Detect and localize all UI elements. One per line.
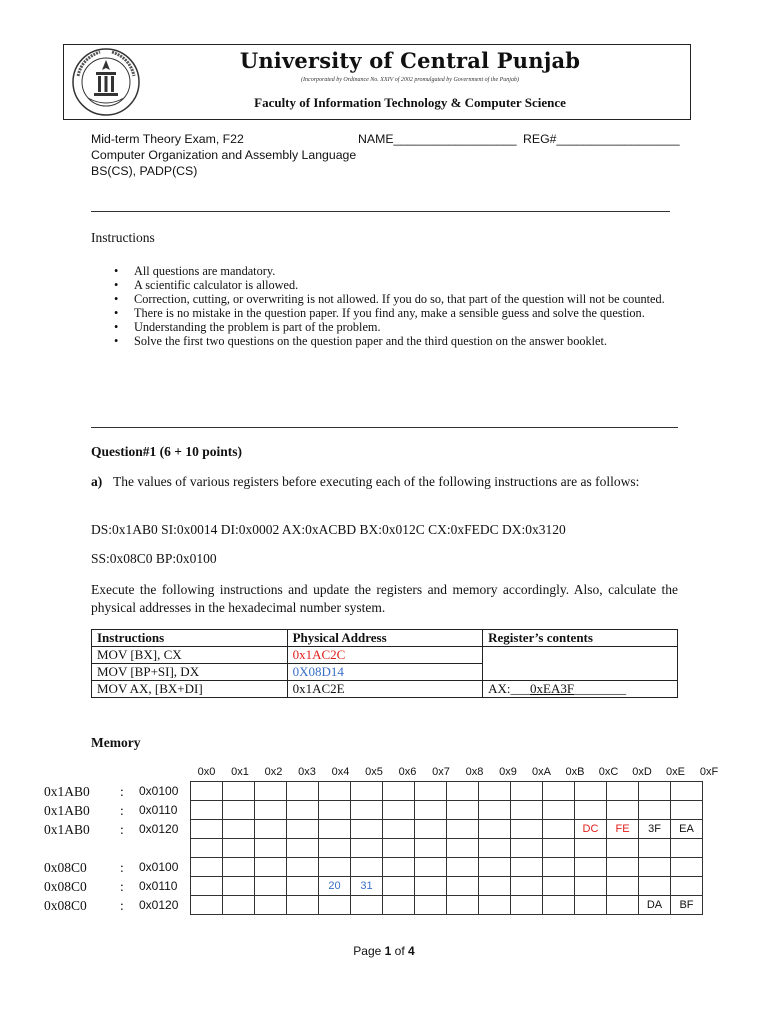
memory-cell: EA (671, 820, 703, 839)
memory-cell (191, 858, 223, 877)
memory-cell (255, 839, 287, 858)
memory-cell (575, 896, 607, 915)
memory-cell (511, 896, 543, 915)
memory-column-label: 0x7 (432, 766, 450, 778)
memory-cell (575, 801, 607, 820)
memory-cell (255, 896, 287, 915)
memory-cell (479, 858, 511, 877)
memory-cell: FE (607, 820, 639, 839)
address-cell: 0X08D14 (287, 664, 483, 681)
memory-cell: 31 (351, 877, 383, 896)
memory-cell (223, 801, 255, 820)
memory-cell (479, 801, 511, 820)
name-field: NAME__________________ (358, 132, 517, 146)
memory-cell: 20 (319, 877, 351, 896)
memory-offset-label: 0x0100 (139, 784, 179, 798)
memory-cell (351, 820, 383, 839)
memory-cell (383, 782, 415, 801)
memory-cell (543, 877, 575, 896)
memory-cell (287, 877, 319, 896)
memory-cell (383, 877, 415, 896)
memory-cell (415, 877, 447, 896)
memory-column-label: 0xC (598, 766, 619, 778)
memory-cell (223, 896, 255, 915)
memory-column-label: 0x6 (398, 766, 417, 778)
memory-cell (543, 801, 575, 820)
memory-offset-label: 0x0120 (139, 898, 179, 912)
memory-column-label: 0x9 (499, 766, 517, 778)
instruction-item: • A scientific calculator is allowed. (114, 278, 674, 292)
instructions-heading: Instructions (91, 230, 155, 245)
memory-cell (351, 858, 383, 877)
memory-cell (511, 858, 543, 877)
memory-segment-label: 0x08C0 (44, 898, 87, 913)
memory-row (191, 877, 703, 896)
memory-cell (191, 896, 223, 915)
memory-offset-label: 0x0110 (139, 879, 178, 893)
instruction-table (91, 629, 678, 698)
memory-cell: BF (671, 896, 703, 915)
memory-offset-label: 0x0110 (139, 803, 178, 817)
memory-column-label: 0xB (565, 766, 585, 778)
memory-segment-label: 0x08C0 (44, 879, 87, 894)
memory-cell (575, 782, 607, 801)
memory-segment-label: 0x08C0 (44, 860, 87, 875)
memory-colon: : (120, 803, 124, 818)
memory-column-label: 0x3 (298, 766, 316, 778)
memory-cell (255, 877, 287, 896)
page-total: 4 (408, 944, 415, 958)
memory-segment-label: 0x1AB0 (44, 784, 90, 799)
memory-column-label: 0x2 (264, 766, 283, 778)
column-header: Instructions (92, 630, 288, 647)
memory-cell (447, 858, 479, 877)
memory-cell (671, 801, 703, 820)
memory-cell (415, 839, 447, 858)
memory-column-label: 0xE (666, 766, 685, 778)
memory-cell (287, 896, 319, 915)
instructions-list (114, 264, 674, 348)
memory-cell (543, 782, 575, 801)
memory-row (191, 839, 703, 858)
registers-line-2: SS:0x08C0 BP:0x0100 (91, 551, 217, 566)
memory-cell (191, 877, 223, 896)
memory-cell (479, 820, 511, 839)
memory-cell (191, 782, 223, 801)
memory-colon: : (120, 879, 124, 894)
memory-colon: : (120, 822, 124, 837)
instruction-item: • Solve the first two questions on the question paper and the third question on the answer booklet. (114, 334, 674, 348)
column-header: Register’s contents (483, 630, 678, 647)
memory-column-label: 0xD (632, 766, 652, 778)
memory-cell (479, 877, 511, 896)
memory-cell (511, 782, 543, 801)
memory-cell (287, 858, 319, 877)
table-row (92, 647, 678, 664)
memory-cell (415, 820, 447, 839)
memory-cell (383, 820, 415, 839)
memory-heading: Memory (91, 735, 141, 750)
register-cell (483, 681, 678, 698)
memory-cell (543, 858, 575, 877)
memory-cell (223, 782, 255, 801)
memory-offset-label: 0x0100 (139, 860, 179, 874)
memory-column-label: 0xA (532, 766, 551, 778)
memory-cell (671, 858, 703, 877)
memory-cell (287, 839, 319, 858)
memory-row (191, 782, 703, 801)
memory-cell (575, 839, 607, 858)
instruction-cell: MOV AX, [BX+DI] (92, 681, 288, 698)
page-footer (0, 944, 768, 958)
memory-cell (383, 801, 415, 820)
memory-cell (191, 839, 223, 858)
memory-cell (447, 801, 479, 820)
memory-cell (671, 839, 703, 858)
memory-column-label: 0xF (699, 766, 719, 778)
memory-cell (351, 839, 383, 858)
memory-cell (607, 782, 639, 801)
reg-field: REG#__________________ (523, 132, 680, 146)
memory-column-label: 0x0 (197, 766, 216, 778)
memory-cell (415, 801, 447, 820)
memory-cell (639, 801, 671, 820)
memory-column-label: 0x5 (365, 766, 383, 778)
execute-instructions: Execute the following instructions and update the registers and memory accordingly. Also, calculate the physical addresses in the hexadecimal number system. (91, 582, 678, 615)
page-number: 1 (384, 944, 392, 958)
memory-cell (255, 858, 287, 877)
memory-cell (415, 782, 447, 801)
address-cell: 0x1AC2E (287, 681, 483, 698)
memory-column-headers (0, 766, 768, 780)
memory-colon: : (120, 860, 124, 875)
part-label: a) (91, 474, 103, 489)
memory-cell (511, 801, 543, 820)
memory-cell (319, 858, 351, 877)
memory-cell (639, 839, 671, 858)
memory-cell (543, 839, 575, 858)
memory-row (191, 801, 703, 820)
register-cell (483, 647, 678, 681)
memory-cell (511, 839, 543, 858)
register-value: 0xEA3F (530, 681, 575, 696)
memory-cell (671, 877, 703, 896)
memory-cell (575, 877, 607, 896)
memory-colon: : (120, 784, 124, 799)
footer-prefix: Page (353, 944, 385, 958)
table-header-row (92, 630, 678, 647)
memory-cell (319, 820, 351, 839)
instruction-cell: MOV [BX], CX (92, 647, 288, 664)
memory-column-label: 0x1 (231, 766, 249, 778)
register-suffix: ________ (574, 681, 627, 696)
instruction-item: • There is no mistake in the question paper. If you find any, make a sensible guess and solve the question. (114, 306, 674, 320)
memory-cell (383, 858, 415, 877)
memory-cell (255, 782, 287, 801)
memory-cell (287, 801, 319, 820)
memory-cell (351, 801, 383, 820)
memory-cell (287, 820, 319, 839)
memory-segment-label: 0x1AB0 (44, 803, 90, 818)
memory-cell: 3F (639, 820, 671, 839)
memory-cell (479, 782, 511, 801)
memory-column-label: 0x8 (465, 766, 484, 778)
memory-cell (223, 820, 255, 839)
program-name: BS(CS), PADP(CS) (91, 164, 198, 178)
instruction-item: • All questions are mandatory. (114, 264, 674, 278)
memory-cell (479, 896, 511, 915)
memory-colon: : (120, 898, 124, 913)
memory-cell (543, 896, 575, 915)
memory-cell (639, 877, 671, 896)
registers-line-1: DS:0x1AB0 SI:0x0014 DI:0x0002 AX:0xACBD BX:0x012C CX:0xFEDC DX:0x3120 (91, 522, 566, 537)
memory-cell (415, 896, 447, 915)
memory-row (191, 896, 703, 915)
footer-of: of (391, 944, 409, 958)
memory-cell (511, 820, 543, 839)
course-name: Computer Organization and Assembly Language (91, 148, 357, 162)
memory-cell (255, 801, 287, 820)
memory-row (191, 858, 703, 877)
memory-cell (383, 896, 415, 915)
memory-cell (479, 839, 511, 858)
memory-cell (607, 877, 639, 896)
memory-cell (319, 782, 351, 801)
memory-cell (319, 801, 351, 820)
memory-cell (447, 839, 479, 858)
memory-column-label: 0x4 (331, 766, 350, 778)
university-name: University of Central Punjab (239, 48, 581, 73)
memory-cell (287, 782, 319, 801)
memory-cell (319, 839, 351, 858)
university-logo (66, 46, 146, 118)
instruction-cell: MOV [BP+SI], DX (92, 664, 288, 681)
memory-cell (351, 896, 383, 915)
memory-cell (511, 877, 543, 896)
memory-cell (223, 877, 255, 896)
memory-grid (190, 781, 703, 915)
memory-cell (191, 801, 223, 820)
table-row (92, 681, 678, 698)
memory-segment-label: 0x1AB0 (44, 822, 90, 837)
memory-cell: DA (639, 896, 671, 915)
faculty-name: Faculty of Information Technology & Computer Science (254, 95, 566, 110)
address-cell: 0x1AC2C (287, 647, 483, 664)
memory-cell (255, 820, 287, 839)
memory-cell (639, 782, 671, 801)
memory-row (191, 820, 703, 839)
memory-cell (383, 839, 415, 858)
memory-cell (671, 782, 703, 801)
memory-cell (607, 801, 639, 820)
memory-cell (447, 896, 479, 915)
memory-cell (607, 839, 639, 858)
memory-cell (415, 858, 447, 877)
column-header: Physical Address (287, 630, 483, 647)
memory-cell (319, 896, 351, 915)
memory-cell (191, 820, 223, 839)
exam-title: Mid-term Theory Exam, F22 (91, 132, 244, 146)
memory-cell (447, 877, 479, 896)
memory-offset-label: 0x0120 (139, 822, 179, 836)
memory-cell (351, 782, 383, 801)
memory-cell (223, 839, 255, 858)
memory-cell (607, 858, 639, 877)
divider (91, 211, 670, 212)
memory-cell (607, 896, 639, 915)
instruction-item: • Understanding the problem is part of the problem. (114, 320, 674, 334)
memory-cell (543, 820, 575, 839)
incorporation-note: (Incorporated by Ordinance No. XXIV of 2002 promulgated by Government of the Punjab) (301, 77, 519, 83)
memory-cell (223, 858, 255, 877)
part-a-text: The values of various registers before executing each of the following instructions are as follows: (113, 474, 640, 489)
register-prefix: AX:___ (488, 681, 531, 696)
memory-cell (447, 820, 479, 839)
question-title: Question#1 (6 + 10 points) (91, 444, 242, 459)
memory-cell: DC (575, 820, 607, 839)
memory-cell (639, 858, 671, 877)
memory-cell (447, 782, 479, 801)
instruction-item: • Correction, cutting, or overwriting is not allowed. If you do so, that part of the question will not be counted. (114, 292, 674, 306)
memory-cell (575, 858, 607, 877)
divider (91, 427, 678, 428)
